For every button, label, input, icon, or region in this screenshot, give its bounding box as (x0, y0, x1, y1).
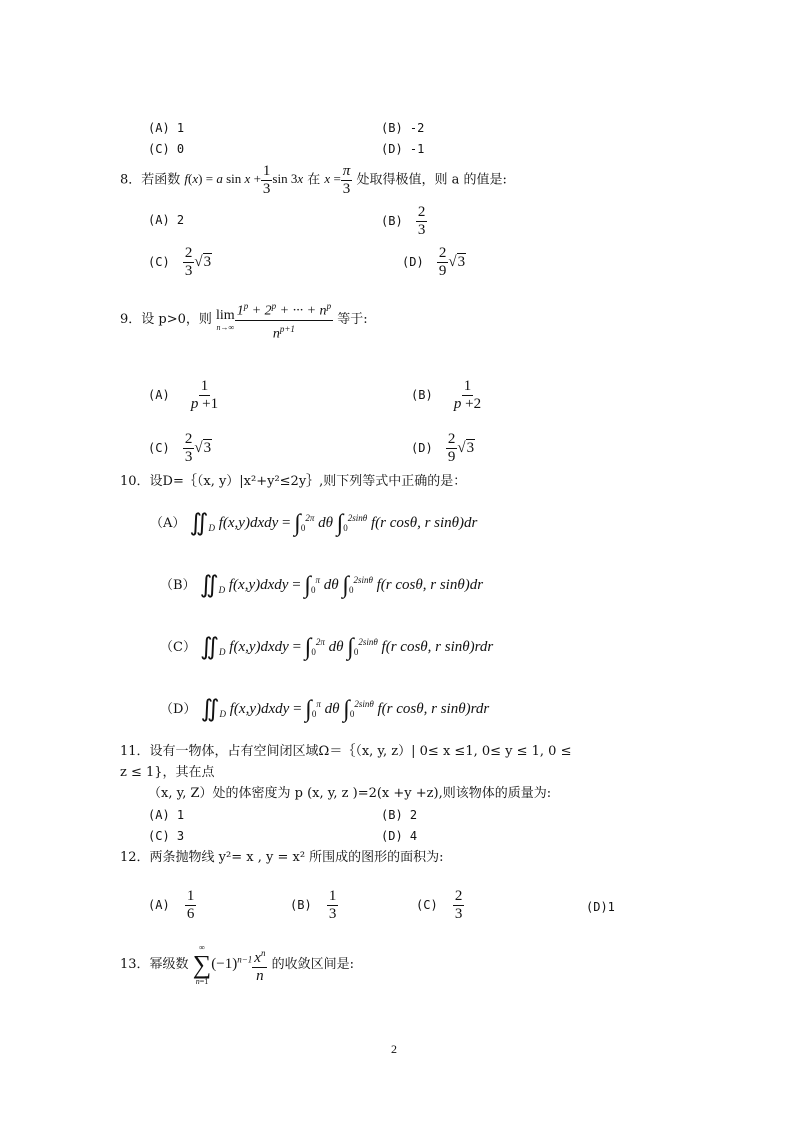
question-11-line-2: z ≤ 1}，其在点 (120, 765, 215, 780)
question-11-line-1: 11．设有一物体，占有空间闭区域Ω＝｛（x, y, z）| 0≤ x ≤1, 0≤ y ≤ 1, 0 ≤ (120, 744, 572, 759)
q12-option-b: (B) $\frac{1}{3}$ (290, 888, 337, 922)
q12-option-c: (C) $\frac{2}{3}$ (416, 888, 463, 922)
q8-option-d-label: (D) (402, 255, 424, 269)
q9-option-c-label: (C) (148, 441, 170, 455)
q9-option-a: (A) $\frac{1}{p +1}$ (148, 378, 219, 412)
question-13 (120, 944, 354, 986)
q9-limit-formula: lim n→∞ $\frac{1^p + 2^p + \cdot\cdot\cdot + n^p}{n^{p+1}}$ (216, 311, 333, 326)
q8-option-b-label: (B) (381, 214, 403, 228)
q8-function-formula: f(x) = a sin x + $\frac{1}{3}$ sin 3x (184, 163, 304, 197)
q8-prefix: 8．若函数 (120, 172, 181, 188)
q8-option-c-label: (C) (148, 255, 170, 269)
question-9 (120, 298, 368, 342)
q7-option-a: (A) 1 (148, 121, 185, 135)
q10-option-b-label: （B） (160, 578, 196, 593)
q9-prefix: 9．设 p>0，则 (120, 312, 212, 328)
q7-option-b: (B) -2 (381, 121, 425, 135)
q8-option-c: (C) $\frac{2}{3}$ √3 (148, 245, 212, 279)
question-10: 10．设D=｛（x, y）|x²+y²≤2y｝,则下列等式中正确的是： (120, 474, 467, 489)
q9-option-b: (B) $\frac{1}{p +2}$ (411, 378, 482, 412)
question-8 (120, 163, 507, 198)
q10-option-c: （C） $∬_D$ f(x,y)dxdy = $\int_0^{2\pi}$ dθ $\int_0^{2sin\theta}$ f(r cosθ, r sinθ)rdr (160, 634, 494, 661)
q10-option-a: （A） $∬_D$ f(x,y)dxdy = $\int_0^{2\pi}$ dθ $\int_0^{2sin\theta}$ f(r cosθ, r sinθ)dr (150, 510, 478, 537)
q8-option-b: (B) $\frac{2}{3}$ (381, 204, 426, 238)
q8-option-d: (D) $\frac{2}{9}$ √3 (402, 245, 466, 279)
q9-option-d-label: (D) (411, 441, 433, 455)
q11-option-a: (A) 1 (148, 808, 185, 822)
q9-suffix: 等于: (337, 312, 368, 328)
q10-option-d: （D） $∬_D$ f(x,y)dxdy = $\int_0^\pi$ dθ $\int_0^{2sin\theta}$ f(r cosθ, r sinθ)rdr (160, 696, 490, 723)
question-11-line-3: （x, y, Z）处的体密度为 p (x, y, z )=2(x +y +z),则该物体的质量为: (148, 786, 552, 801)
q9-option-c: (C) $\frac{2}{3}$ √3 (148, 431, 212, 465)
q10-option-c-label: （C） (160, 640, 196, 655)
q10-option-a-label: （A） (150, 516, 186, 531)
q10-option-d-label: （D） (160, 702, 197, 717)
q10-option-b: （B） $∬_D$ f(x,y)dxdy = $\int_0^\pi$ dθ $\int_0^{2sin\theta}$ f(r cosθ, r sinθ)dr (160, 572, 484, 599)
q7-option-c: (C) 0 (148, 142, 185, 156)
q12-option-b-label: (B) (290, 898, 312, 912)
q9-option-d: (D) $\frac{2}{9}$ √3 (411, 431, 475, 465)
q8-point-formula: x = $\frac{\pi}{3}$ (324, 163, 351, 197)
q8-middle: 在 (307, 172, 321, 188)
q7-option-d: (D) -1 (381, 142, 425, 156)
q12-option-d: (D)1 (586, 900, 615, 914)
q13-prefix: 13．幂级数 (120, 956, 189, 972)
q13-series-formula: ∞ ∑ n=1 $(-1)^{n-1}$ $\frac{x^n}{n}$ (192, 943, 266, 986)
q12-option-c-label: (C) (416, 898, 438, 912)
q8-suffix: 处取得极值，则 a 的值是: (356, 172, 507, 188)
q11-option-c: (C) 3 (148, 829, 185, 843)
q12-option-a-label: (A) (148, 898, 170, 912)
q13-suffix: 的收敛区间是: (271, 956, 354, 972)
page-number: 2 (391, 1042, 397, 1056)
q9-option-a-label: (A) (148, 388, 170, 402)
q8-option-a: (A) 2 (148, 213, 185, 227)
q12-option-a: (A) $\frac{1}{6}$ (148, 888, 195, 922)
q11-option-b: (B) 2 (381, 808, 418, 822)
q9-option-b-label: (B) (411, 388, 433, 402)
q11-option-d: (D) 4 (381, 829, 418, 843)
question-12: 12．两条抛物线 y²= x , y = x² 所围成的图形的面积为: (120, 850, 444, 865)
